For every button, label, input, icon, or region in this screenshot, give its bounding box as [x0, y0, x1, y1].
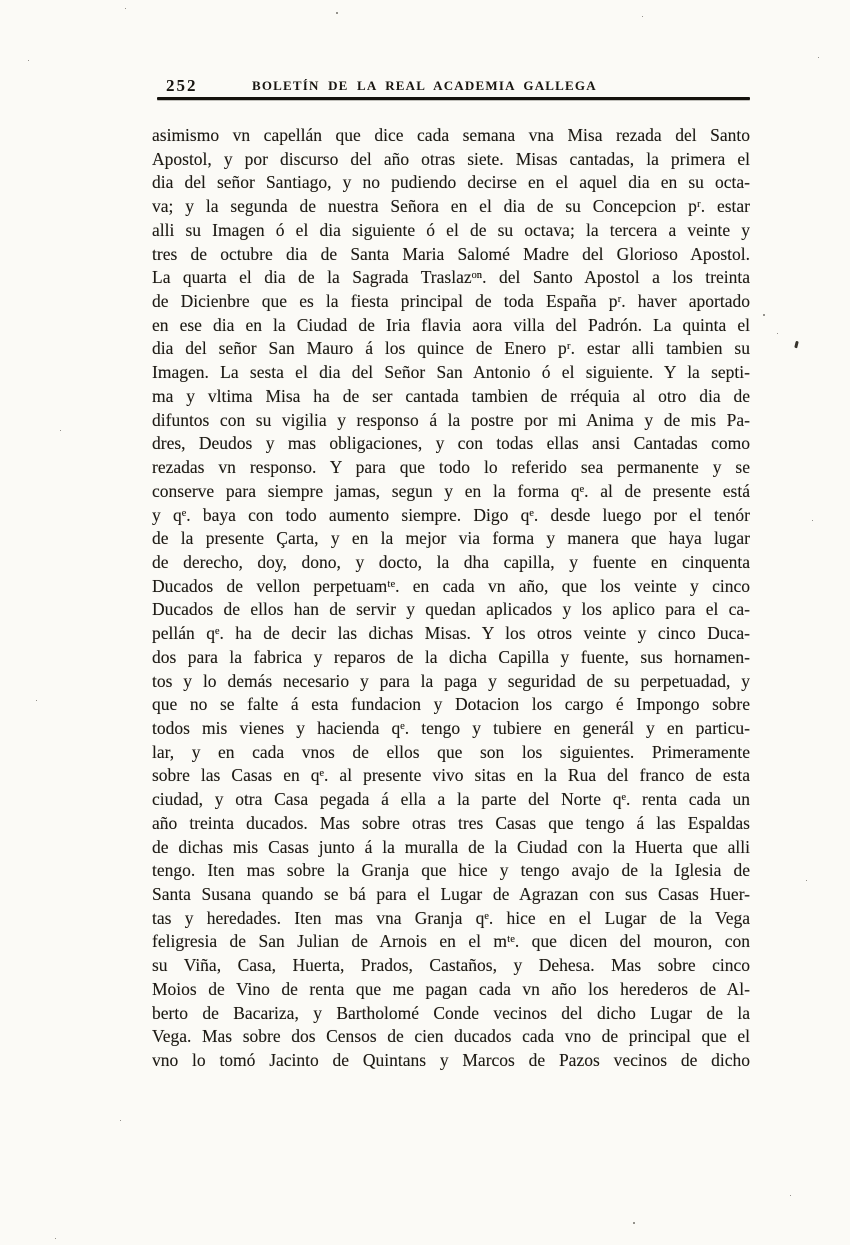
text-line: todos mis vienes y hacienda qᵉ. tengo y tubiere en generál y en particu- [152, 717, 750, 738]
scan-speck [120, 1120, 121, 1121]
document-body [152, 124, 750, 1073]
scan-speck [763, 314, 765, 316]
text-line: rezadas vn responso. Y para que todo lo referido sea permanente y se [152, 457, 750, 478]
text-line: alli su Imagen ó el dia siguiente ó el de su octava; la tercera a veinte y [152, 219, 750, 240]
text-line: Moios de Vino de renta que me pagan cada vn año los herederos de Al- [152, 978, 750, 999]
text-line: vno lo tomó Jacinto de Quintans y Marcos de Pazos vecinos de dicho [152, 1050, 750, 1071]
text-line: Santa Susana quando se bá para el Lugar de Agrazan con sus Casas Huer- [152, 884, 750, 904]
text-line: año treinta ducados. Mas sobre otras tres Casas que tengo á las Espaldas [152, 812, 750, 833]
scan-speck [36, 700, 37, 701]
text-line: feligresia de San Julian de Arnois en el mᵗᵉ. que dicen del mouron, con [152, 931, 750, 952]
text-line: sobre las Casas en qᵉ. al presente vivo sitas en la Rua del franco de esta [152, 765, 750, 786]
text-line: y qᵉ. baya con todo aumento siempre. Digo qᵉ. desde luego por el tenór [152, 504, 750, 525]
scan-speck [55, 1238, 56, 1239]
running-title: BOLETÍN DE LA REAL ACADEMIA GALLEGA [252, 78, 597, 93]
scan-speck [818, 57, 819, 58]
text-line: Ducados de vellon perpetuamᵗᵉ. en cada vn año, que los veinte y cinco [152, 575, 750, 596]
text-line: Apostol, y por discurso del año otras siete. Misas cantadas, la primera el [152, 148, 750, 169]
text-line: conserve para siempre jamas, segun y en la forma qᵉ. al de presente está [152, 480, 750, 501]
scan-speck [806, 880, 807, 881]
text-line: que no se falte á esta fundacion y Dotacion los cargo é Impongo sobre [152, 694, 750, 715]
scan-speck [642, 16, 643, 17]
scan-mark [794, 341, 799, 349]
text-line: dos para la fabrica y reparos de la dicha Capilla y fuente, sus hornamen- [152, 646, 750, 667]
header-rule [157, 97, 750, 100]
text-line: tengo. Iten mas sobre la Granja que hice y tengo avajo de la Iglesia de [152, 860, 750, 881]
page-header [152, 74, 750, 98]
page-number: 252 [166, 76, 198, 95]
scan-speck [336, 12, 338, 14]
text-line: de dichas mis Casas junto á la muralla de la Ciudad con la Huerta que alli [152, 836, 750, 857]
text-line: Imagen. La sesta el dia del Señor San Antonio ó el siguiente. Y la septi- [152, 362, 750, 383]
text-line: de Dicienbre que es la fiesta principal de toda España pʳ. haver aportado [152, 291, 750, 312]
text-line: de derecho, doy, dono, y docto, la dha capilla, y fuente en cinquenta [152, 551, 750, 572]
text-line: ciudad, y otra Casa pegada á ella a la parte del Norte qᵉ. renta cada un [152, 789, 750, 810]
text-line: su Viña, Casa, Huerta, Prados, Castaños, y Dehesa. Mas sobre cinco [152, 955, 750, 976]
text-line: dia del señor Santiago, y no pudiendo decirse en el aquel dia en su octa- [152, 172, 750, 193]
text-line: Ducados de ellos han de servir y quedan aplicados y los aplico para el ca- [152, 599, 750, 620]
scan-speck [812, 520, 813, 521]
text-line: pellán qᵉ. ha de decir las dichas Misas. Y los otros veinte y cinco Duca- [152, 623, 750, 644]
scan-speck [633, 1222, 635, 1224]
scan-speck [125, 8, 126, 9]
text-line: lar, y en cada vnos de ellos que son los siguientes. Primeramente [152, 741, 750, 762]
text-line: dres, Deudos y mas obligaciones, y con todas ellas ansi Cantadas como [152, 433, 750, 454]
text-line: en ese dia en la Ciudad de Iria flavia aora villa del Padrón. La quinta el [152, 314, 750, 335]
text-line: dia del señor San Mauro á los quince de Enero pʳ. estar alli tambien su [152, 338, 750, 359]
text-line: ma y vltima Misa ha de ser cantada tambien de rréquia al otro dia de [152, 385, 750, 406]
text-line: va; y la segunda de nuestra Señora en el dia de su Concepcion pʳ. estar [152, 196, 750, 217]
text-line: de la presente Çarta, y en la mejor via forma y manera que haya lugar [152, 528, 750, 549]
text-line: Vega. Mas sobre dos Censos de cien ducados cada vno de principal que el [152, 1026, 750, 1047]
scan-speck [790, 1195, 791, 1196]
scan-speck [28, 60, 29, 61]
text-line: tos y lo demás necesario y para la paga y seguridad de su perpetuadad, y [152, 670, 750, 691]
scan-speck [777, 333, 778, 334]
text-line: tas y heredades. Iten mas vna Granja qᵉ. hice en el Lugar de la Vega [152, 907, 750, 928]
scan-speck [60, 430, 61, 431]
text-line: berto de Bacariza, y Bartholomé Conde vecinos del dicho Lugar de la [152, 1002, 750, 1023]
text-line: La quarta el dia de la Sagrada Traslazᵒⁿ. del Santo Apostol a los treinta [152, 267, 750, 288]
text-line: tres de octubre dia de Santa Maria Salomé Madre del Glorioso Apostol. [152, 243, 750, 264]
text-line: asimismo vn capellán que dice cada semana vna Misa rezada del Santo [152, 125, 750, 145]
text-line: difuntos con su vigilia y responso á la postre por mi Anima y de mis Pa- [152, 409, 750, 430]
